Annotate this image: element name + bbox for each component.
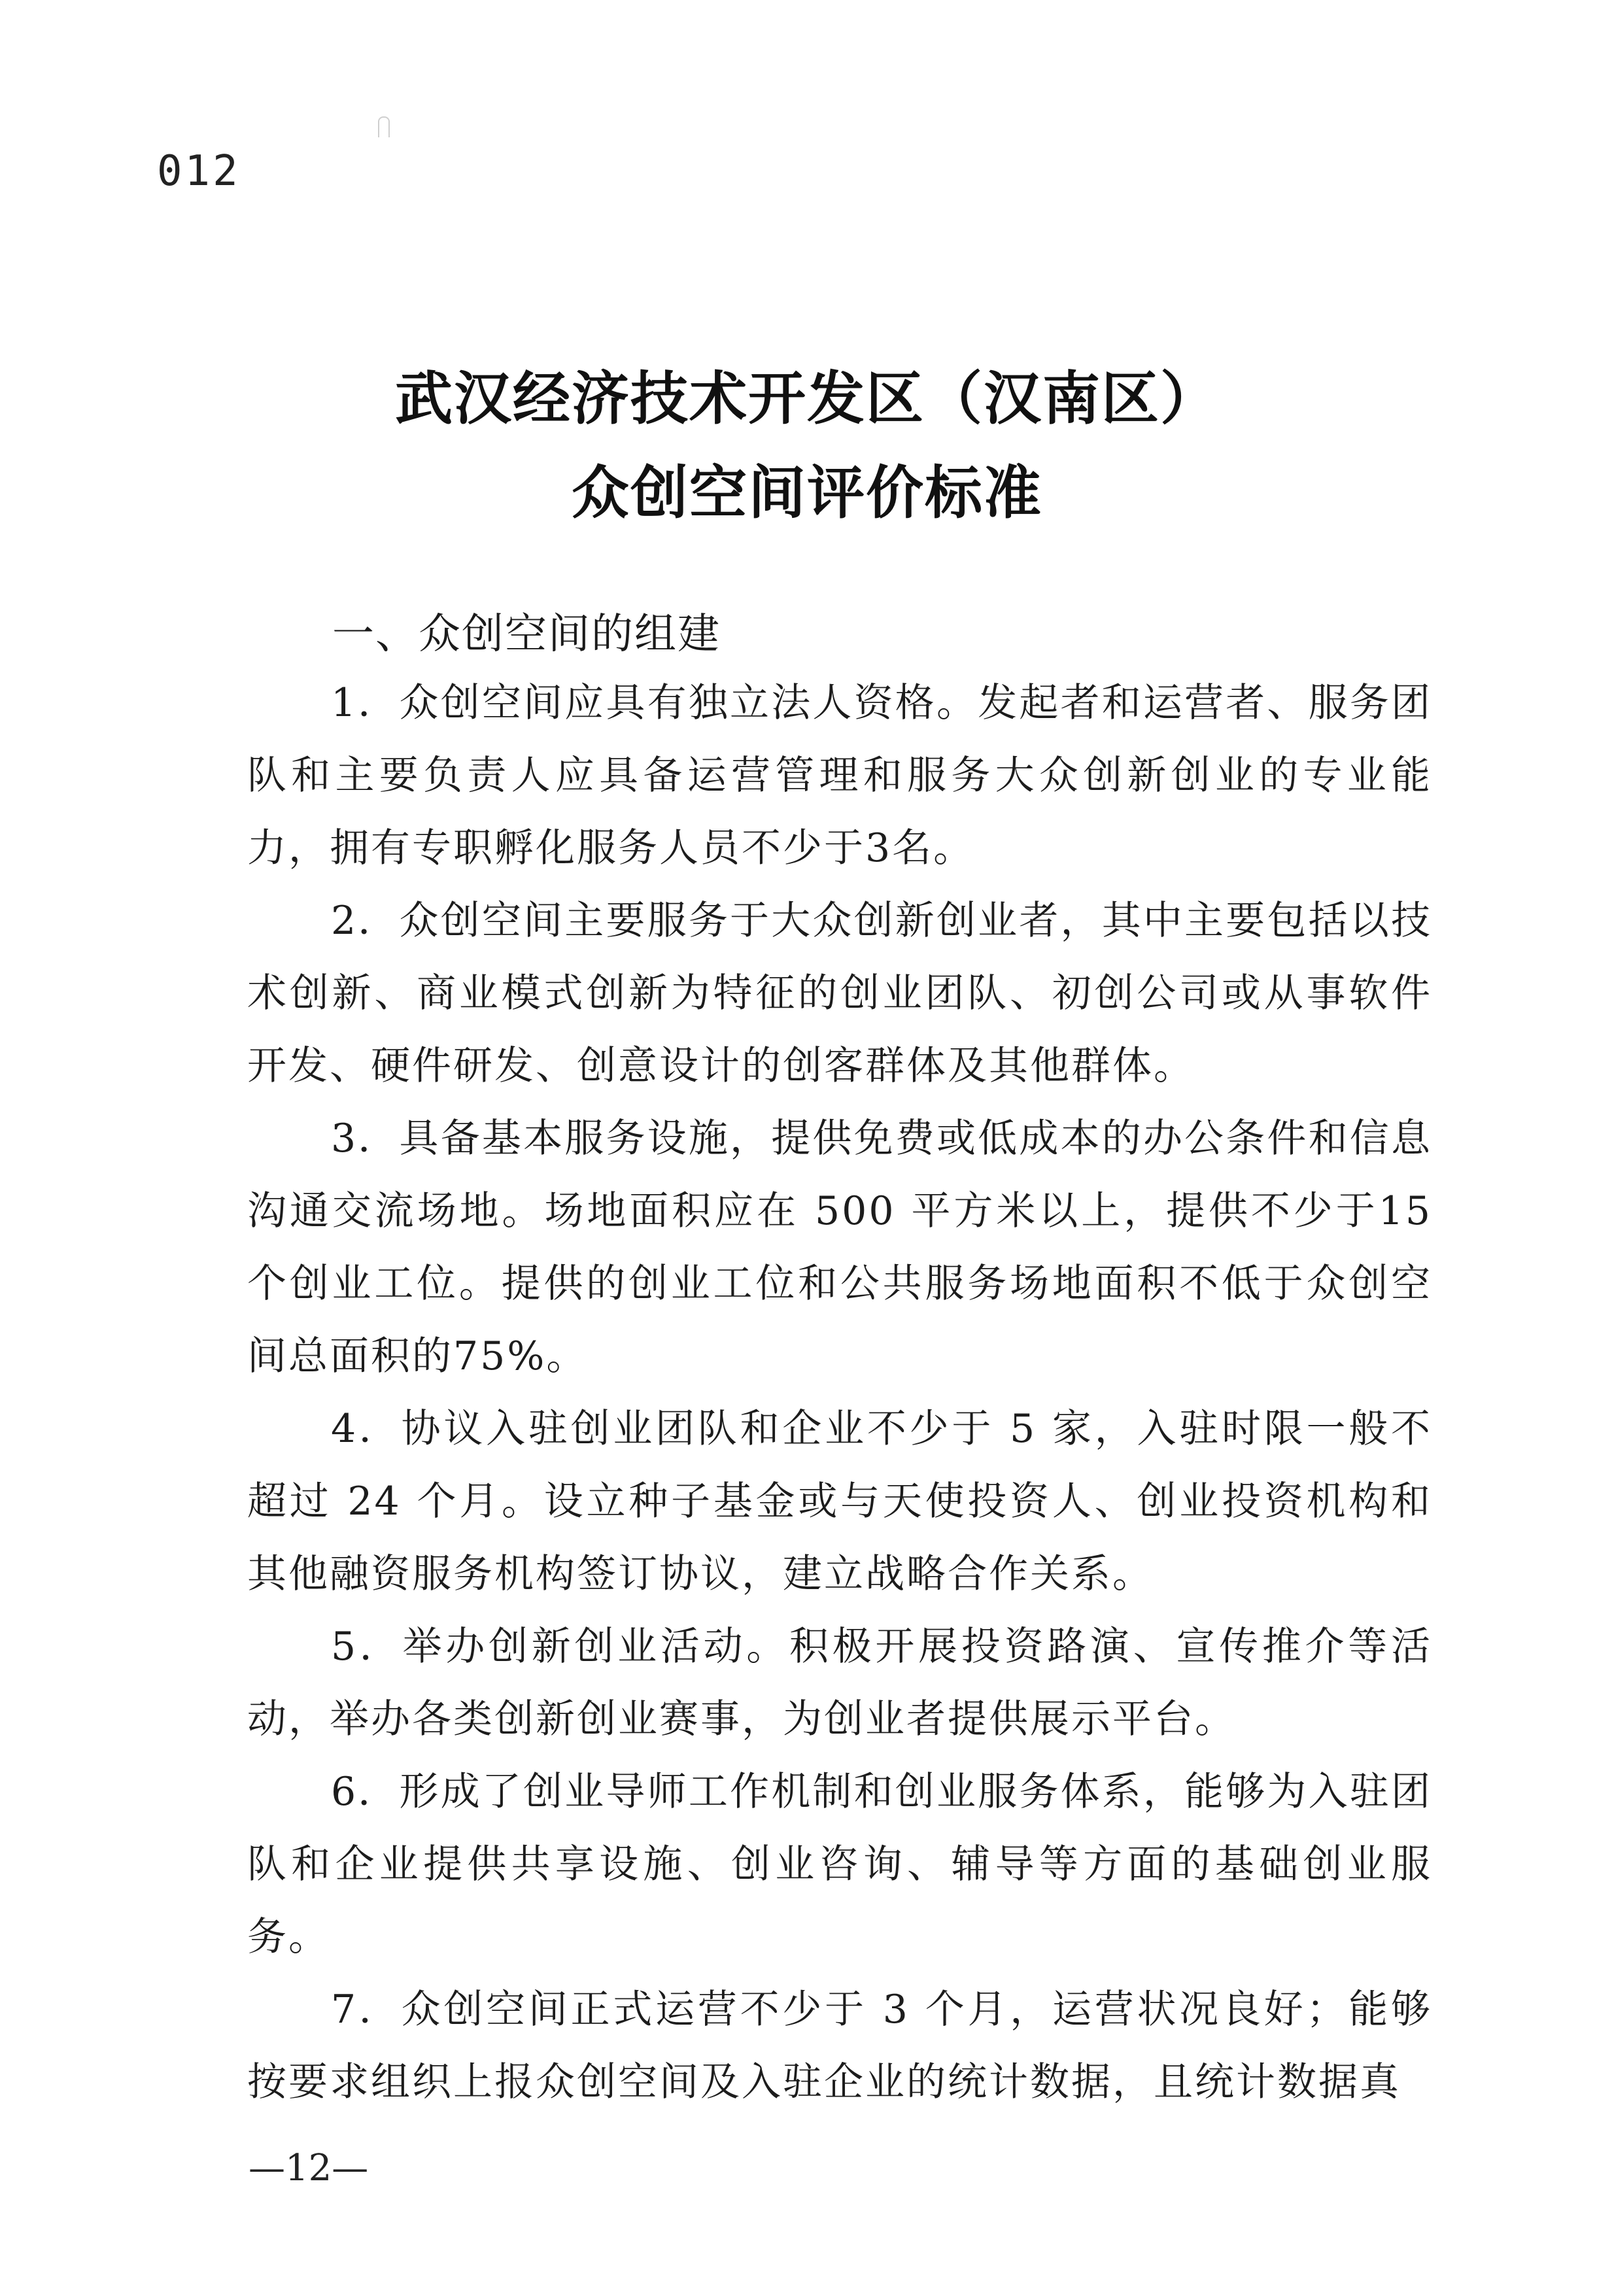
paragraph-7: 7．众创空间正式运营不少于 3 个月，运营状况良好；能够按要求组织上报众创空间及入驻企业的统计数据，且统计数据真 [247, 1987, 1432, 2105]
document-number: 012 [157, 147, 241, 196]
scan-mark [378, 116, 390, 137]
paragraph-1: 1．众创空间应具有独立法人资格。发起者和运营者、服务团队和主要负责人应具备运营管理和服务大众创新创业的专业能力，拥有专职孵化服务人员不少于3名。 [247, 680, 1432, 871]
document-title-line-1: 武汉经济技术开发区（汉南区） [394, 365, 1219, 432]
page-number: —12— [249, 2147, 369, 2189]
paragraph-2: 2．众创空间主要服务于大众创新创业者，其中主要包括以技术创新、商业模式创新为特征的创业团队、初创公司或从事软件开发、硬件研发、创意设计的创客群体及其他群体。 [247, 898, 1432, 1089]
document-title-line-2: 众创空间评价标准 [571, 459, 1042, 526]
paragraph-4: 4．协议入驻创业团队和企业不少于 5 家，入驻时限一般不超过 24 个月。设立种子基金或与天使投资人、创业投资机构和其他融资服务机构签订协议，建立战略合作关系。 [247, 1406, 1432, 1597]
section-heading: 一、众创空间的组建 [332, 610, 721, 659]
paragraph-6: 6．形成了创业导师工作机制和创业服务体系，能够为入驻团队和企业提供共享设施、创业咨询、辅导等方面的基础创业服务。 [247, 1769, 1432, 1960]
body-text [247, 667, 1432, 2119]
paragraph-5: 5．举办创新创业活动。积极开展投资路演、宣传推介等活动，举办各类创新创业赛事，为创业者提供展示平台。 [247, 1624, 1432, 1742]
paragraph-3: 3．具备基本服务设施，提供免费或低成本的办公条件和信息沟通交流场地。场地面积应在 500 平方米以上，提供不少于15 个创业工位。提供的创业工位和公共服务场地面积不低于众创空间总面积的75%。 [247, 1116, 1432, 1379]
